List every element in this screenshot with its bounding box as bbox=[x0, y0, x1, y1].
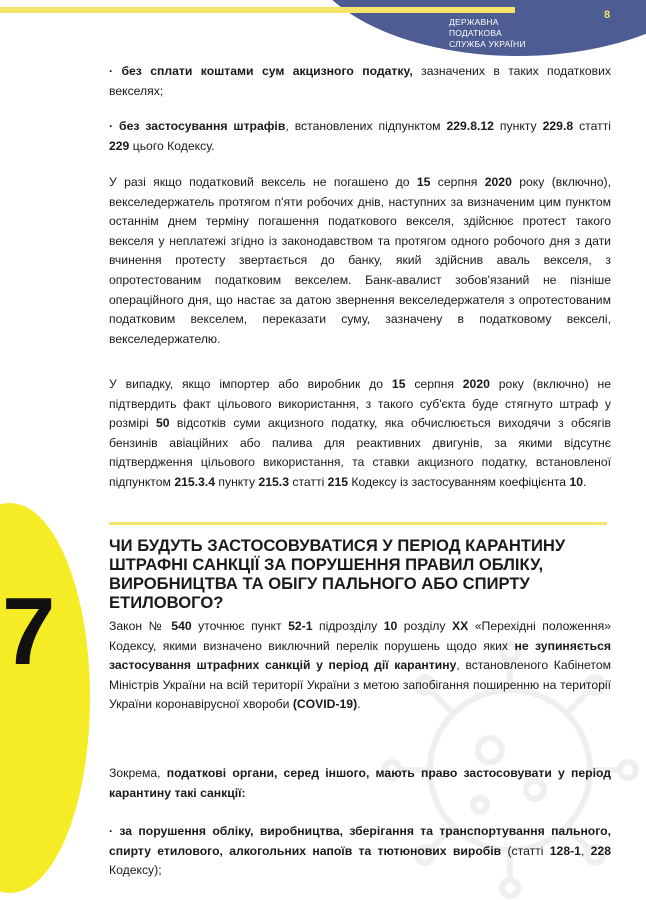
section-divider bbox=[109, 522, 607, 525]
section-number: 7 bbox=[2, 578, 56, 685]
paragraph-law-540: Закон № 540 уточнює пункт 52-1 підрозділу 10 розділу ХХ «Перехідні положення» Кодексу, якими визначено виключний перелік порушень щодо яких не зупиняється застосування штрафних санкцій у період дії карантину, встановленого Кабінетом Міністрів України на всій території України з метою запобігання поширенню на території України коронавірусної хвороби (COVID-19). bbox=[109, 619, 611, 712]
page-number: 8 bbox=[604, 9, 611, 21]
paragraph-bullet-excise: · без сплати коштами сум акцизного податку, зазначених в таких податкових векселях; bbox=[109, 62, 611, 101]
header-accent-line bbox=[0, 7, 515, 13]
section-number-circle bbox=[0, 503, 90, 893]
paragraph-bill-protest: У разі якщо податковий вексель не погашено до 15 серпня 2020 року (включно), векселедержатель протягом п'яти робочих днів, наступних за визначеним цим пунктом останнім днем терміну погашення податкового векселя, здійснює протест такого векселя у неплатежі згідно із законодавством та протягом одного робочого дня з дати вчинення протесту звертається до банку, який здійснив аваль векселя, з опротестованим податковим векселем. Банк-авалист зобов'язаний не пізніше операційного дня, що настає за датою звернення векселедержателя з опротестованим податковим векселем, переказати суму, зазначену в податковому векселі, векселедержателю. bbox=[109, 175, 611, 346]
paragraph-bullet-fines: · без застосування штрафів, встановлених підпунктом 229.8.12 пункту 229.8 статті 229 цього Кодексу. bbox=[109, 117, 611, 156]
paragraph-importer-fine: У випадку, якщо імпортер або виробник до 15 серпня 2020 року (включно) не підтвердить факт цільового використання, з такого суб'єкта буде стягнуто штраф у розмірі 50 відсотків суми акцизного податку, яка обчислюється виходячи з обсягів бензинів авіаційних або палива для реактивних двигунів, за якими відсутнє підтвердження цільового використання, та ставки акцизного податку, встановленої підпунктом 215.3.4 пункту 215.3 статті 215 Кодексу із застосуванням коефіцієнта 10. bbox=[109, 377, 611, 489]
agency-logo-text: ДЕРЖАВНА ПОДАТКОВА СЛУЖБА УКРАЇНИ bbox=[449, 17, 526, 49]
paragraph-bullet-fuel-violations: · за порушення обліку, виробництва, зберігання та транспортування пального, спирту етилового, алкогольних напоїв та тютюнових виробів (статті 128-1, 228 Кодексу); bbox=[109, 822, 611, 881]
section-heading: ЧИ БУДУТЬ ЗАСТОСОВУВАТИСЯ У ПЕРІОД КАРАНТИНУ ШТРАФНІ САНКЦІЇ ЗА ПОРУШЕННЯ ПРАВИЛ ОБЛІКУ, ВИРОБНИЦТВА ТА ОБІГУ ПАЛЬНОГО АБО СПИРТУ ЕТИЛОВОГО? bbox=[109, 536, 566, 612]
paragraph-tax-authorities: Зокрема, податкові органи, серед іншого, мають право застосовувати у період карантину такі санкції: bbox=[109, 766, 611, 800]
